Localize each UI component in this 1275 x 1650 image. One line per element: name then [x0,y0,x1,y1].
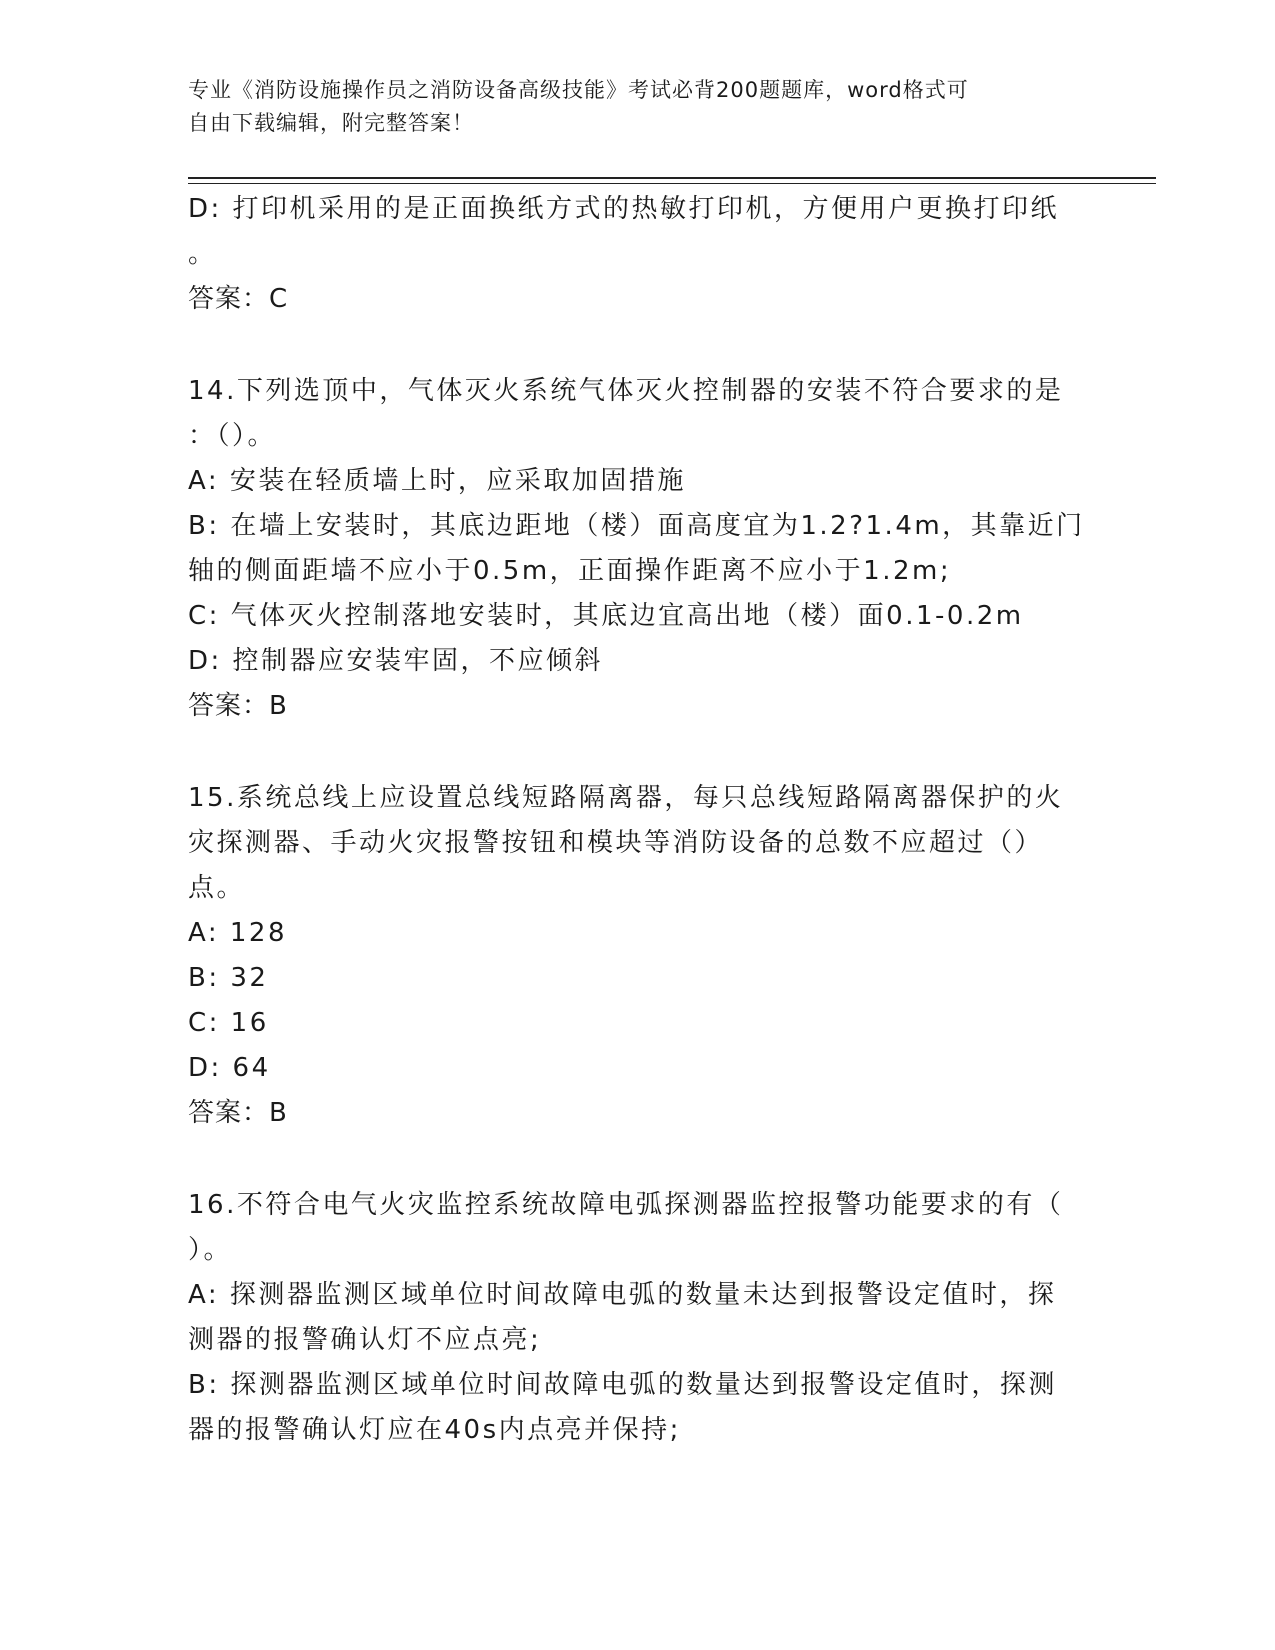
q13-option-d-line-2: 。 [188,239,217,269]
q15-option-b: B: 32 [188,963,269,993]
q16-option-b-line-1: B: 探测器监测区域单位时间故障电弧的数量达到报警设定值时，探测 [188,1370,1057,1400]
q14-option-d: D: 控制器应安装牢固，不应倾斜 [188,646,604,676]
header-divider-thick [188,177,1156,179]
q15-option-a: A: 128 [188,918,287,948]
q16-option-b-line-2: 器的报警确认灯应在40s内点亮并保持; [188,1415,681,1445]
q14-option-b-line-1: B: 在墙上安装时，其底边距地（楼）面高度宜为1.2?1.4m，其靠近门 [188,511,1085,541]
question-14 [188,369,1088,729]
q15-stem-line-3: 点。 [188,873,246,903]
q14-stem-line-2: ：（）。 [188,421,277,451]
q15-option-d: D: 64 [188,1053,271,1083]
q14-answer: 答案：B [188,691,288,721]
question-content [188,187,1088,1453]
q14-stem-line-1: 14.下列选顶中，气体灭火系统气体灭火控制器的安装不符合要求的是 [188,376,1064,406]
q15-stem-line-1: 15.系统总线上应设置总线短路隔离器，每只总线短路隔离器保护的火 [188,783,1064,813]
question-13-tail [188,187,1088,322]
q13-option-d-line-1: D: 打印机采用的是正面换纸方式的热敏打印机，方便用户更换打印纸 [188,194,1060,224]
q15-option-c: C: 16 [188,1008,269,1038]
question-15 [188,776,1088,1136]
q15-answer: 答案：B [188,1098,288,1128]
question-spacer [188,729,1088,776]
question-16 [188,1183,1088,1453]
header-title-line-1: 专业《消防设施操作员之消防设备高级技能》考试必背200题题库，word格式可 [188,78,969,102]
question-spacer [188,322,1088,369]
q16-option-a-line-1: A: 探测器监测区域单位时间故障电弧的数量未达到报警设定值时，探 [188,1280,1057,1310]
header-title-line-2: 自由下载编辑，附完整答案！ [188,111,474,135]
q14-option-c: C: 气体灭火控制落地安装时，其底边宜高出地（楼）面0.1-0.2m [188,601,1024,631]
header-divider-thin [188,183,1156,184]
q14-option-b-line-2: 轴的侧面距墙不应小于0.5m，正面操作距离不应小于1.2m; [188,556,952,586]
q16-stem-line-2: ）。 [188,1235,233,1265]
q16-option-a-line-2: 测器的报警确认灯不应点亮; [188,1325,542,1355]
document-header [188,74,1068,140]
question-spacer [188,1136,1088,1183]
q13-answer: 答案：C [188,284,289,314]
q15-stem-line-2: 灾探测器、手动火灾报警按钮和模块等消防设备的总数不应超过（） [188,828,1044,858]
q14-option-a: A: 安装在轻质墙上时，应采取加固措施 [188,466,686,496]
q16-stem-line-1: 16.不符合电气火灾监控系统故障电弧探测器监控报警功能要求的有（ [188,1190,1064,1220]
